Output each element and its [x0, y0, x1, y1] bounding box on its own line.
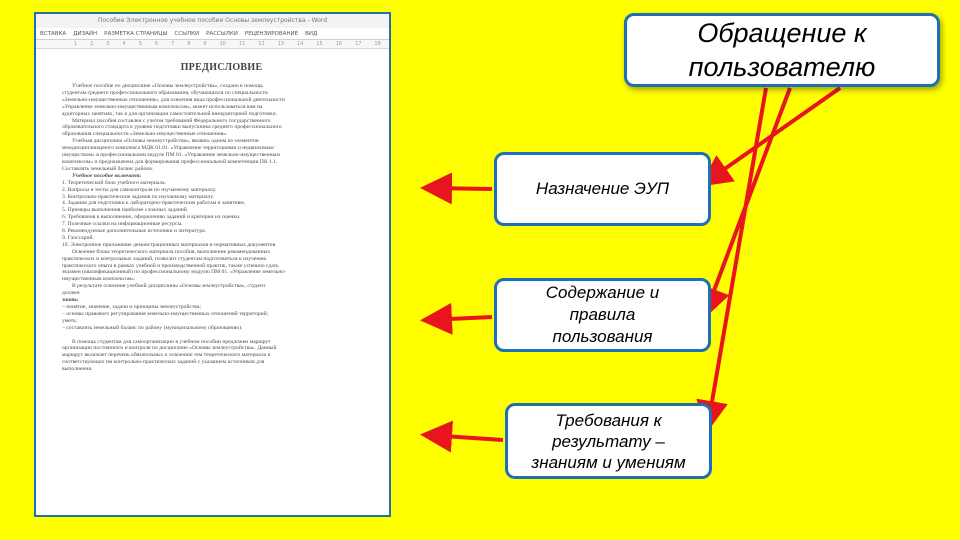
document-line: 9. Глоссарий.	[62, 234, 94, 241]
document-line: 5. Примеры выполнения наиболее сложных заданий.	[62, 207, 189, 214]
ruler-mark: 6	[154, 41, 159, 47]
ruler-mark: 2	[90, 41, 94, 47]
document-line: студентам среднего профессионального образования, обучающихся по специальности	[62, 89, 268, 96]
document-line: 2. Вопросы и тесты для самоконтроля по изучаемому материалу.	[62, 186, 217, 193]
ruler-mark: 15	[316, 41, 323, 47]
user-box-line-2: пользователю	[688, 52, 876, 82]
document-line: образования специальности «Земельно-имущественные отношения».	[62, 131, 228, 138]
document-line: Учебное пособие по дисциплине «Основы землеустройства», создано в помощь	[72, 83, 263, 89]
document-line: знать:	[62, 297, 79, 304]
document-line: соответствующих им контрольно-практических заданий с указанием источников для	[62, 359, 265, 366]
requirements-box	[505, 403, 712, 479]
document-line: Материал пособия составлен с учетом требований Федерального государственного	[72, 117, 271, 124]
document-line: маршрут включает перечень обязательных к освоению тем теоретического материала и	[62, 352, 271, 359]
ribbon-tab[interactable]: РАССЫЛКИ	[206, 31, 238, 37]
user-address-box	[624, 13, 940, 87]
ruler-mark: 5	[138, 41, 142, 47]
document-line: 7. Полезные ссылки на информационные ресурсы.	[62, 221, 183, 228]
document-line: В помощь студентам для самоорганизации в учебном пособии предложен маршрут	[72, 338, 271, 345]
document-line: должен	[62, 290, 80, 297]
eup-box-line-1: Назначение ЭУП	[535, 179, 670, 198]
document-line: 4. Задания для подготовки к лабораторно-практическим работам и занятиям.	[62, 200, 246, 207]
ribbon-tab[interactable]: ВСТАВКА	[40, 31, 67, 37]
ribbon-tab[interactable]: ДИЗАЙН	[73, 31, 98, 37]
document-line: образовательного стандарта к уровню подготовки выпускника среднего профессионального	[62, 124, 282, 131]
user-box-line-1: Обращение к	[697, 18, 867, 48]
ruler-mark: 18	[374, 41, 381, 47]
document-line: 1. Теоретический блок учебного материала.	[62, 179, 167, 186]
document-line: – понятие, значение, задачи и принципы землеустройства;	[62, 304, 201, 310]
document-heading: ПРЕДИСЛОВИЕ	[180, 62, 263, 73]
document-line: 3. Контрольно-практические задания по изучаемому материалу.	[62, 193, 215, 200]
document-line: Составлять земельный баланс района.	[62, 165, 154, 172]
arrow-rules-to-document	[428, 317, 492, 320]
document-line: «Земельно-имущественные отношения», для освоения вида профессиональной деятельности	[62, 96, 285, 103]
ruler-mark: 10	[219, 41, 226, 47]
rules-box-line-2: правила	[569, 305, 636, 324]
ruler-mark: 17	[355, 41, 362, 47]
arrow-requirements-to-document	[428, 435, 503, 440]
document-line: В результате освоения учебной дисциплины «Основы землеустройства», студент	[72, 283, 266, 290]
ruler-mark: 13	[277, 41, 284, 47]
ruler-mark: 16	[335, 41, 343, 47]
rules-box-line-3: пользования	[552, 327, 653, 346]
document-line: имущественным комплексом».	[62, 276, 136, 283]
ruler-mark: 11	[238, 41, 246, 47]
ruler-mark: 12	[258, 41, 265, 47]
document-line: Учебное пособие включает:	[72, 172, 142, 179]
ribbon-tab[interactable]: ВИД	[305, 31, 318, 37]
document-line: 6. Требования к выполнению, оформлению заданий и критерии их оценки.	[62, 214, 241, 221]
arrow-eup-to-document	[428, 188, 492, 189]
document-line: аудиторных занятиях, так и для организации самостоятельной внеаудиторной подготовки.	[62, 110, 277, 117]
ruler-mark: 14	[296, 41, 304, 47]
ribbon-tab[interactable]: РЕЦЕНЗИРОВАНИЕ	[244, 31, 299, 37]
ruler-mark: 7	[171, 41, 175, 47]
rules-box-line-1: Содержание и	[545, 283, 660, 302]
document-line: – основы правового регулирования земельно-имущественных отношений территорий;	[62, 310, 269, 317]
document-line: практических и контрольных заданий, позволит студентам подготовиться к изучению	[62, 255, 267, 262]
document-line: 10. Электронное приложение демонстрационных материалов и нормативных документов.	[62, 241, 277, 248]
document-line: Учебная дисциплина «Основы землеустройства», являясь одним из элементов	[72, 138, 259, 145]
document-line: «Управление земельно-имущественным комплексом», может использоваться вам на	[62, 103, 263, 110]
document-line: Освоение блока теоретического материала пособия, выполнение рекомендованных	[72, 248, 271, 255]
document-line: уметь:	[62, 317, 78, 324]
document-title-bar: Пособие Электронное учебное пособие Основы землеустройства - Word	[36, 14, 389, 28]
document-line: комплексом» и предназначена для формирования профессиональной компетенции ПК 1.1.	[62, 158, 278, 165]
document-line: организации постоянного и контроля по дисциплине «Основы землеустройства». Данный	[62, 345, 277, 352]
document-line: междисциплинарного комплекса МДК 01.01. «Управление территориями и недвижимым	[62, 145, 274, 152]
document-line: практического опыта в рамках учебной и производственной практик, также успешно сдать	[62, 262, 279, 269]
document-line: выполнения.	[62, 366, 93, 373]
eup-purpose-box	[494, 152, 711, 226]
ruler-mark: 8	[187, 41, 191, 47]
ribbon-tab[interactable]: ССЫЛКИ	[174, 31, 200, 37]
ruler-mark: 3	[106, 41, 110, 47]
document-line: имуществом» в профессиональном модуле ПМ 01. «Управление земельно-имущественным	[62, 152, 280, 159]
document-line: – составлять земельный баланс по району (муниципальному образованию).	[62, 324, 243, 331]
ruler-mark: 9	[203, 41, 207, 47]
ruler-mark: 4	[122, 41, 126, 47]
ruler-mark: 1	[74, 41, 78, 47]
arrow-user-to-requirements	[708, 88, 766, 425]
content-rules-box	[494, 278, 711, 352]
requirements-box-line-2: результату –	[552, 431, 665, 451]
ribbon-tab[interactable]: РАЗМЕТКА СТРАНИЦЫ	[104, 31, 168, 37]
requirements-box-line-3: знаниям и умениям	[531, 452, 686, 472]
document-line: 8. Рекомендуемые дополнительные источники и литература.	[62, 228, 207, 235]
requirements-box-line-1: Требования к	[555, 410, 662, 430]
document-line: экзамен (квалификационный) по профессиональному модулю ПМ 01. «Управление земельно-	[62, 269, 286, 276]
